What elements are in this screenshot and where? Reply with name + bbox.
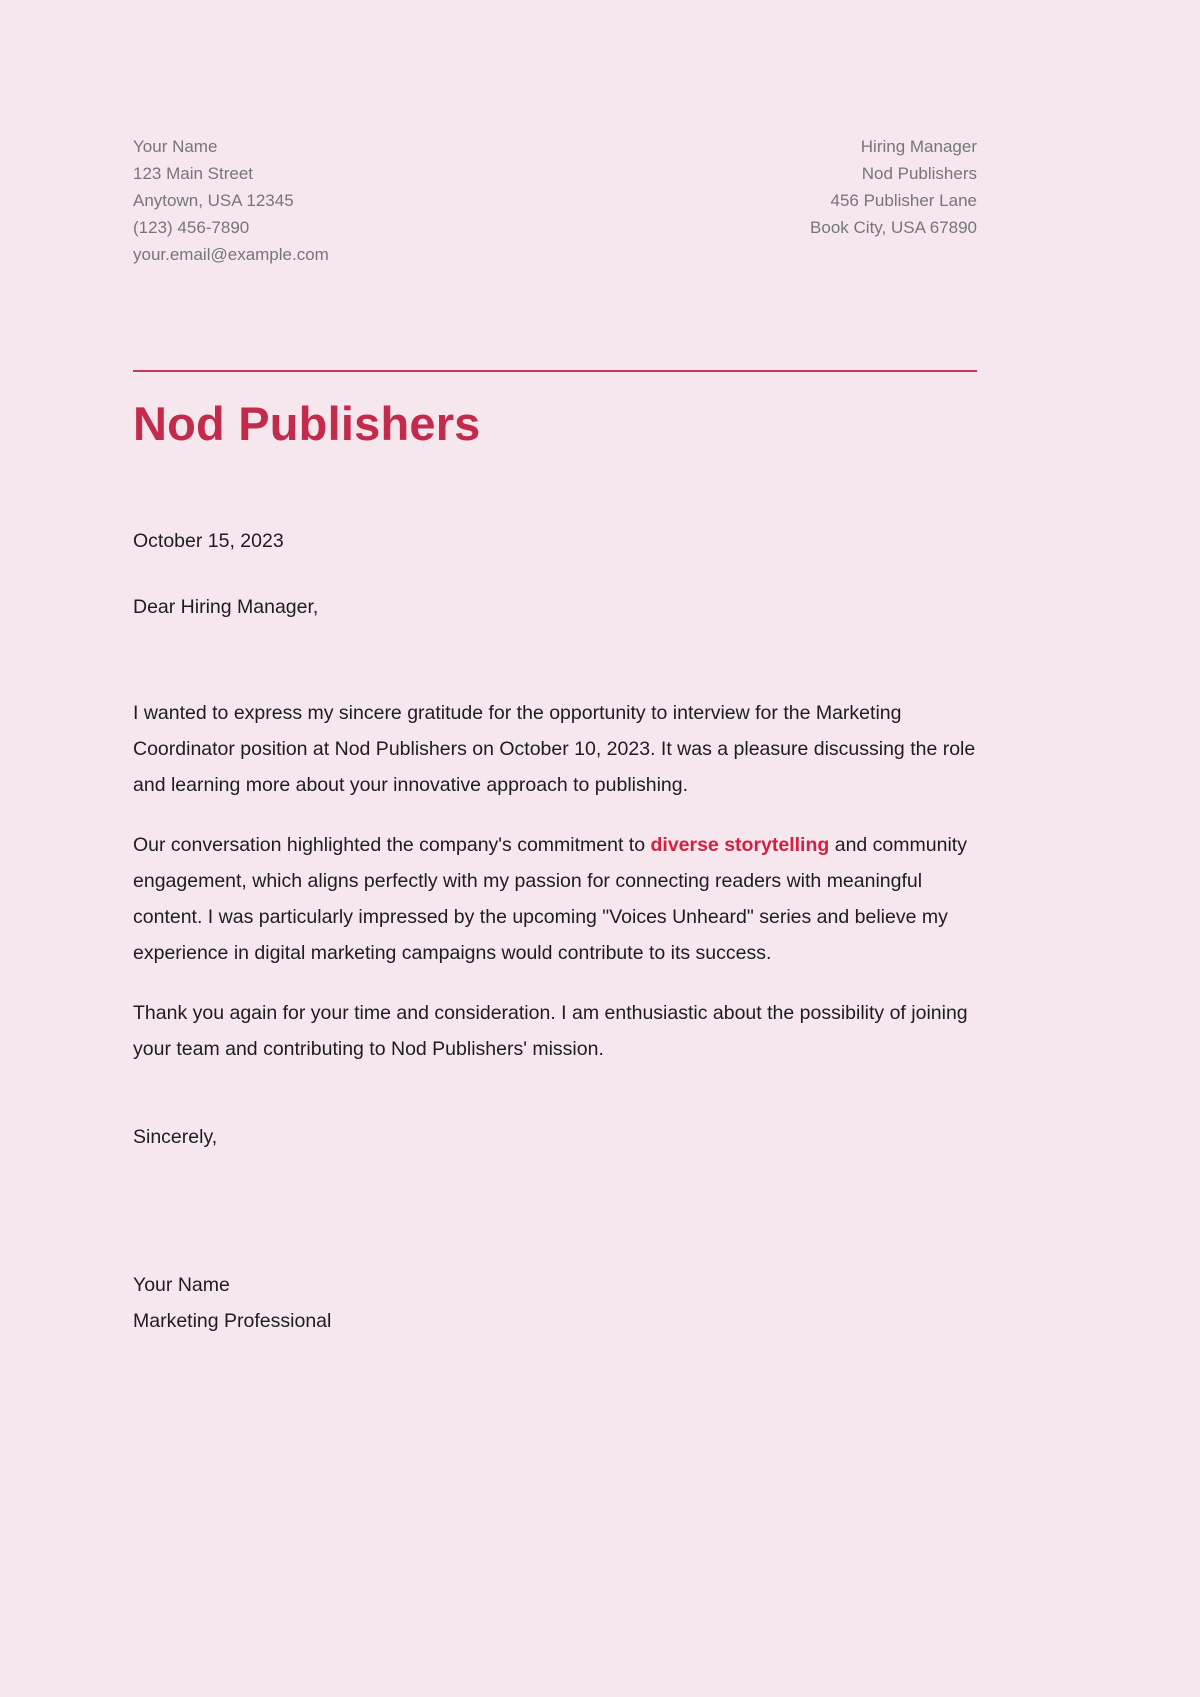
- paragraph-conversation-before: Our conversation highlighted the company's commitment to: [133, 834, 651, 857]
- accent-divider: [133, 370, 977, 372]
- signature-title: Marketing Professional: [133, 1310, 332, 1333]
- paragraph-conversation-after: and community engagement, which aligns perfectly with my passion for connecting readers with meaningful content. I was particularly impressed by the upcoming "Voices Unheard" series and believe my experience in digital marketing campaigns would contribute to its success.: [133, 834, 967, 965]
- sender-email: your.email@example.com: [133, 245, 329, 264]
- paragraph-gratitude: I wanted to express my sincere gratitude for the opportunity to interview for the Marketing Coordinator position at Nod Publishers on October 10, 2023. It was a pleasure discussing the role and learning more about your innovative approach to publishing.: [133, 702, 976, 797]
- sender-city: Anytown, USA 12345: [133, 191, 294, 210]
- signature-name: Your Name: [133, 1274, 230, 1297]
- paragraph-thanks: Thank you again for your time and consideration. I am enthusiastic about the possibility of joining your team and contributing to Nod Publishers' mission.: [133, 1002, 968, 1061]
- recipient-street: 456 Publisher Lane: [830, 191, 977, 210]
- address-header: [133, 133, 977, 268]
- salutation: Dear Hiring Manager,: [133, 596, 319, 619]
- recipient-address-block: [810, 133, 977, 241]
- sender-address-block: [133, 133, 329, 268]
- letter-content: [133, 133, 977, 1339]
- highlight-diverse-storytelling: diverse storytelling: [650, 834, 830, 857]
- recipient-title: Hiring Manager: [860, 137, 977, 156]
- signature-block: [133, 1267, 977, 1339]
- page-title: Nod Publishers: [133, 397, 481, 450]
- sender-phone: (123) 456-7890: [133, 218, 250, 237]
- paragraph-conversation: [133, 827, 977, 971]
- sender-name: Your Name: [133, 137, 218, 156]
- letter-body: [133, 523, 977, 1339]
- closing: Sincerely,: [133, 1126, 218, 1149]
- recipient-city: Book City, USA 67890: [810, 218, 977, 237]
- recipient-company: Nod Publishers: [861, 164, 977, 183]
- sender-street: 123 Main Street: [133, 164, 254, 183]
- date-line: October 15, 2023: [133, 530, 284, 553]
